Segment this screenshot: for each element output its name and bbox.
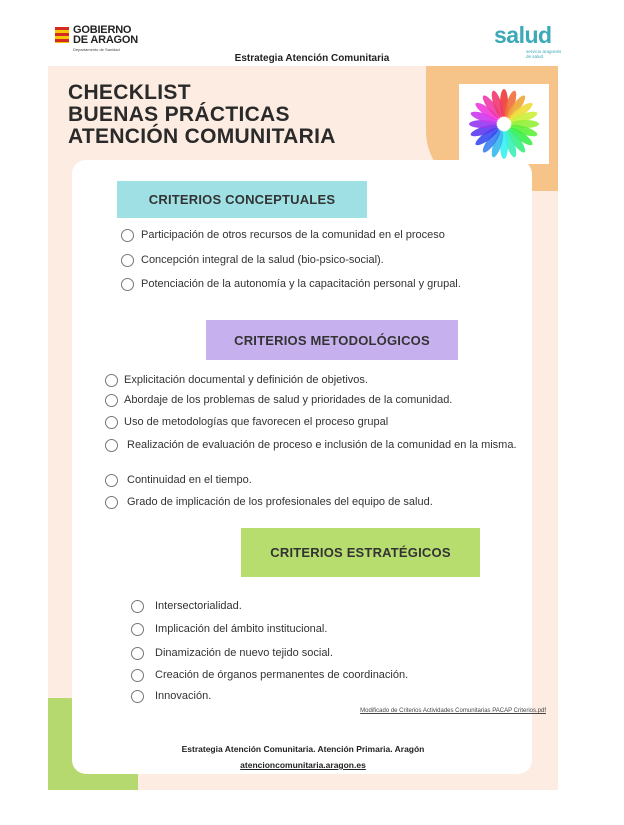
checkbox-circle-icon[interactable] bbox=[121, 278, 134, 291]
aragon-flag-icon bbox=[55, 27, 69, 43]
checkbox-circle-icon[interactable] bbox=[105, 439, 118, 452]
footer-link[interactable]: atencioncomunitaria.aragon.es bbox=[240, 760, 366, 770]
title-line-2: BUENAS PRÁCTICAS bbox=[68, 103, 290, 126]
checkbox-circle-icon[interactable] bbox=[105, 374, 118, 387]
salud-word: salud bbox=[494, 22, 552, 48]
checkbox-circle-icon[interactable] bbox=[105, 416, 118, 429]
checkbox-circle-icon[interactable] bbox=[121, 254, 134, 267]
footer-text: Estrategia Atención Comunitaria. Atención Primaria. Aragón bbox=[181, 744, 425, 754]
gob-line1: GOBIERNO bbox=[73, 24, 132, 36]
checkbox-circle-icon[interactable] bbox=[121, 229, 134, 242]
gob-dept: Departamento de Sanidad bbox=[73, 47, 120, 52]
title-line-1: CHECKLIST bbox=[68, 81, 191, 104]
criterios-metodologicos-header: CRITERIOS METODOLÓGICOS bbox=[206, 320, 458, 360]
gobierno-aragon-logo bbox=[55, 25, 175, 55]
checkbox-circle-icon[interactable] bbox=[105, 474, 118, 487]
gob-line2: DE ARAGON bbox=[73, 34, 139, 46]
checkbox-circle-icon[interactable] bbox=[131, 647, 144, 660]
checkbox-circle-icon[interactable] bbox=[131, 669, 144, 682]
salud-logo bbox=[494, 22, 566, 62]
flower-logo-icon bbox=[459, 84, 549, 164]
checklist-page: CHECKLIST BUENAS PRÁCTICAS ATENCIÓN COMUNITARIA CRITERIOS CONCEPTUALES Participación de otros recursos de la comunidad en el proceso Concepción integral de la salud (bio-psico-social). Potenciación de la autonomía y la capacitación personal y grupal. CRITERIOS METODOLÓGICOS Explicitación documental y definición de objetivos. Abordaje de los problemas de salud y prioridades de la comunidad. Uso de metodologías que favorecen el proceso grupal Realización de evaluación de proceso e inclusión de la comunidad en la misma. Continuidad en el tiempo. Grado de implicación de los profesionales del equipo de salud. CRITERIOS ESTRATÉGICOS Intersectorialidad. Implicación del ámbito institucional. Dinamización de nuevo tejido social. Creación de órganos permanentes de coordinación. Innovación. Modificado de Criterios Actividades Comunitarias PACAP Criterios.pdf Estrategia Atención Comunitaria. Atención Primaria. Aragón atencioncomunitaria.aragon.es bbox=[48, 66, 558, 790]
flower-center bbox=[498, 118, 510, 130]
checkbox-circle-icon[interactable] bbox=[105, 496, 118, 509]
checkbox-circle-icon[interactable] bbox=[131, 600, 144, 613]
source-note-link[interactable]: Modificado de Criterios Actividades Comunitarias PACAP Criterios.pdf bbox=[360, 708, 546, 714]
criterios-estrategicos-header: CRITERIOS ESTRATÉGICOS bbox=[241, 528, 480, 577]
page-title bbox=[68, 82, 408, 148]
checkbox-circle-icon[interactable] bbox=[131, 623, 144, 636]
header-title: Estrategia Atención Comunitaria bbox=[234, 53, 390, 64]
title-line-3: ATENCIÓN COMUNITARIA bbox=[68, 125, 336, 148]
checkbox-circle-icon[interactable] bbox=[131, 690, 144, 703]
checkbox-circle-icon[interactable] bbox=[105, 394, 118, 407]
salud-tagline: servicio aragonés de salud bbox=[526, 49, 562, 59]
criterios-conceptuales-header: CRITERIOS CONCEPTUALES bbox=[117, 181, 367, 218]
